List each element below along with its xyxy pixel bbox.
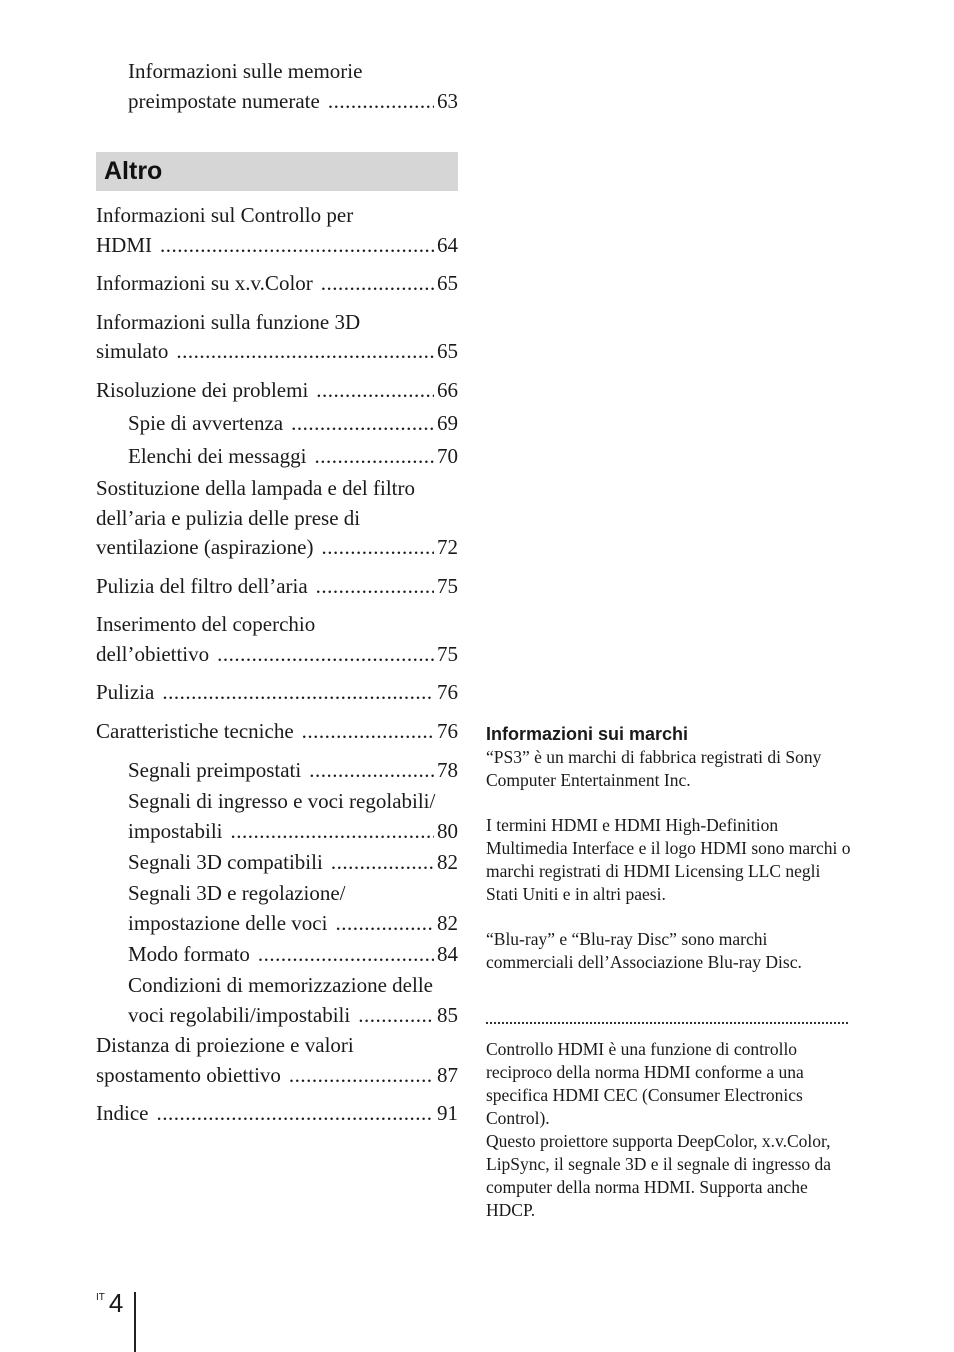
toc-entry-last-line xyxy=(128,441,458,471)
toc-entry[interactable] xyxy=(96,201,458,260)
toc-entry-line: Informazioni sulla funzione 3D xyxy=(96,309,361,334)
trademark-paragraph: “Blu-ray” e “Blu-ray Disc” sono marchi commerciali dell’Associazione Blu-ray Disc. xyxy=(486,929,802,972)
toc-page-number: 69 xyxy=(437,411,458,435)
toc-entry-label: Spie di avvertenza xyxy=(128,411,284,435)
toc-page-number: 91 xyxy=(437,1101,458,1125)
toc-entry-last-line xyxy=(128,755,458,785)
toc-leader-dots xyxy=(289,1061,434,1091)
toc-entry-last-line xyxy=(96,1099,458,1129)
toc-leader-dots xyxy=(258,939,434,969)
toc-entry-last-line xyxy=(96,533,458,563)
trademarks-heading: Informazioni sui marchi xyxy=(486,724,689,744)
toc-page-number: 64 xyxy=(437,232,458,257)
toc-entry-last-line xyxy=(128,1000,458,1030)
toc-entry-line: Segnali di ingresso e voci regolabili/ xyxy=(128,789,436,813)
toc-page-number: 66 xyxy=(437,377,458,402)
toc-entry-label: spostamento obiettivo xyxy=(96,1062,281,1087)
toc-entry-last-line xyxy=(96,572,458,602)
page-number-value: 4 xyxy=(108,1288,124,1318)
toc-prev-entries xyxy=(96,56,458,116)
toc-entry-line: Condizioni di memorizzazione delle xyxy=(128,973,433,997)
toc-entry[interactable] xyxy=(96,408,458,438)
toc-entry-label: dell’obiettivo xyxy=(96,641,210,666)
toc-page-number: 82 xyxy=(437,850,458,874)
toc-entry-last-line xyxy=(96,678,458,708)
toc-entry-label: impostabili xyxy=(128,819,223,843)
toc-entry-label: Modo formato xyxy=(128,942,250,966)
note-line: Controllo HDMI è una funzione di controllo reciproco della norma HDMI conforme a una specifica HDMI CEC (Consumer Electronics Control). xyxy=(486,1039,804,1128)
toc-entry-label: Pulizia xyxy=(96,680,155,704)
toc-entry-last-line xyxy=(128,816,458,846)
toc-leader-dots xyxy=(231,816,435,846)
toc-page-number: 76 xyxy=(437,680,458,704)
page-number xyxy=(96,1288,123,1319)
page-margin-rule xyxy=(134,1292,136,1352)
toc-entry[interactable] xyxy=(96,308,458,367)
toc-leader-dots xyxy=(156,1099,434,1129)
toc-leader-dots xyxy=(328,86,434,116)
toc-entry-label: simulato xyxy=(96,339,169,363)
toc-entry-last-line xyxy=(96,640,458,670)
table-of-contents xyxy=(96,56,458,1129)
toc-entry-last-line xyxy=(128,908,458,938)
toc-entry[interactable] xyxy=(96,1099,458,1129)
toc-entry[interactable] xyxy=(96,678,458,708)
section-title: Altro xyxy=(104,157,163,185)
toc-leader-dots xyxy=(162,678,434,708)
toc-entry-line: Inserimento del coperchio xyxy=(96,612,316,636)
toc-entry-label: voci regolabili/impostabili xyxy=(128,1003,351,1027)
toc-entry-label: Informazioni su x.v.Color xyxy=(96,271,313,295)
hdmi-note xyxy=(486,1038,851,1222)
toc-leader-dots xyxy=(314,441,434,471)
trademark-paragraph: “PS3” è un marchi di fabbrica registrati di Sony Computer Entertainment Inc. xyxy=(486,747,822,790)
toc-leader-dots xyxy=(176,337,434,367)
toc-entry-label: Segnali preimpostati xyxy=(128,758,302,782)
toc-entry-last-line xyxy=(96,376,458,406)
toc-entry-last-line xyxy=(128,408,458,438)
toc-page-number: 70 xyxy=(437,444,458,468)
toc-leader-dots xyxy=(335,908,434,938)
toc-entry[interactable] xyxy=(96,572,458,602)
toc-page-number: 84 xyxy=(437,942,458,966)
toc-entry-label: Elenchi dei messaggi xyxy=(128,444,307,468)
toc-entry-label: Segnali 3D compatibili xyxy=(128,850,323,874)
toc-leader-dots xyxy=(331,847,434,877)
toc-entry-last-line xyxy=(96,717,458,747)
toc-entry-label: Caratteristiche tecniche xyxy=(96,718,294,743)
toc-page-number: 63 xyxy=(437,89,458,113)
toc-page-number: 80 xyxy=(437,819,458,843)
toc-entry-last-line xyxy=(128,939,458,969)
toc-entry-label: Pulizia del filtro dell’aria xyxy=(96,573,308,598)
dotted-separator xyxy=(486,1022,848,1034)
language-code: IT xyxy=(96,1292,105,1303)
toc-page-number: 78 xyxy=(437,758,458,782)
toc-entry-last-line xyxy=(128,847,458,877)
toc-entry-label: preimpostate numerate xyxy=(128,89,320,113)
toc-leader-dots xyxy=(316,376,434,406)
toc-entry[interactable] xyxy=(96,717,458,747)
toc-page-number: 65 xyxy=(437,271,458,295)
toc-leader-dots xyxy=(321,269,434,299)
toc-leader-dots xyxy=(321,533,434,563)
toc-entry-label: HDMI xyxy=(96,232,152,257)
trademarks-column xyxy=(486,722,851,1222)
toc-entries xyxy=(96,201,458,1129)
toc-entry-label: Indice xyxy=(96,1101,149,1125)
toc-entry-last-line xyxy=(96,269,458,299)
toc-entry[interactable] xyxy=(96,847,458,877)
toc-leader-dots xyxy=(316,572,434,602)
toc-page-number: 87 xyxy=(437,1062,458,1087)
toc-entry[interactable] xyxy=(96,939,458,969)
toc-entry[interactable] xyxy=(96,269,458,299)
section-heading-altro xyxy=(96,152,458,191)
toc-leader-dots xyxy=(291,408,434,438)
trademark-paragraph: I termini HDMI e HDMI High-Definition Multimedia Interface e il logo HDMI sono marchi o marchi registrati di HDMI Licensing LLC negli Stati Uniti e in altri paesi. xyxy=(486,815,851,904)
toc-page-number: 82 xyxy=(437,911,458,935)
toc-entry-last-line xyxy=(96,231,458,261)
toc-entry-label: Risoluzione dei problemi xyxy=(96,377,309,402)
toc-leader-dots xyxy=(309,755,434,785)
toc-entry[interactable] xyxy=(96,970,458,1030)
note-line: Questo proiettore supporta DeepColor, x.v.Color, LipSync, il segnale 3D e il segnale di ingresso da computer della norma HDMI. Supporta anche HDCP. xyxy=(486,1131,832,1220)
toc-page-number: 72 xyxy=(437,535,458,559)
toc-entry[interactable] xyxy=(96,441,458,471)
toc-entry-line: Distanza di proiezione e valori xyxy=(96,1033,354,1057)
toc-entry[interactable] xyxy=(96,610,458,669)
toc-entry-last-line xyxy=(96,1061,458,1091)
toc-leader-dots xyxy=(217,640,434,670)
toc-leader-dots xyxy=(358,1000,434,1030)
toc-entry-last-line xyxy=(96,337,458,367)
toc-entry-line: dell’aria e pulizia delle prese di xyxy=(96,505,361,530)
toc-leader-dots xyxy=(302,717,434,747)
toc-entry-line: Sostituzione della lampada e del filtro xyxy=(96,476,415,500)
toc-entry-line: Segnali 3D e regolazione/ xyxy=(128,881,346,905)
toc-page-number: 76 xyxy=(437,718,458,743)
toc-entry[interactable] xyxy=(96,1031,458,1090)
toc-page-number: 75 xyxy=(437,641,458,666)
toc-entry[interactable] xyxy=(96,376,458,406)
toc-entry[interactable] xyxy=(96,755,458,785)
toc-entry-label: ventilazione (aspirazione) xyxy=(96,535,314,559)
toc-entry[interactable] xyxy=(96,878,458,938)
toc-entry-label: impostazione delle voci xyxy=(128,911,328,935)
toc-entry[interactable] xyxy=(96,56,458,116)
toc-leader-dots xyxy=(160,231,434,261)
toc-entry[interactable] xyxy=(96,786,458,846)
toc-page-number: 75 xyxy=(437,573,458,598)
toc-page-number: 85 xyxy=(437,1003,458,1027)
toc-page-number: 65 xyxy=(437,339,458,363)
toc-entry-line: Informazioni sulle memorie xyxy=(128,59,363,83)
toc-entry[interactable] xyxy=(96,474,458,563)
toc-entry-line: Informazioni sul Controllo per xyxy=(96,203,354,227)
toc-entry-last-line xyxy=(128,86,458,116)
